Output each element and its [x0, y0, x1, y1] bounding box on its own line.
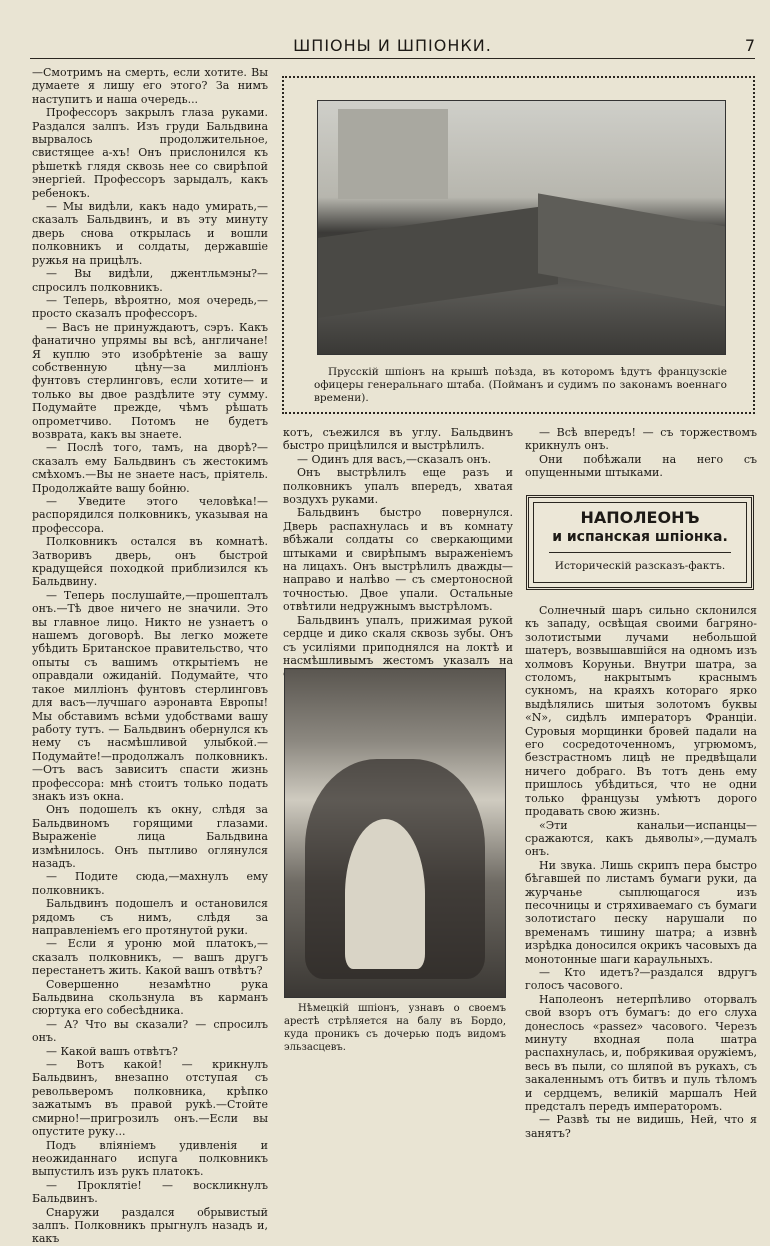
story-title-line2: и испанская шпіонка.: [552, 529, 728, 545]
paragraph: Они побѣжали на него съ опущенными штыками.: [525, 452, 757, 480]
paragraph: — Проклятіе! — воскликнулъ Бальдвинъ.: [32, 1178, 268, 1206]
paragraph: — А? Что вы сказали? — спросилъ онъ.: [32, 1017, 268, 1045]
paragraph: — Какой вашъ отвѣтъ?: [46, 1044, 178, 1058]
paragraph: Бальдвинъ быстро повернулся. Дверь распахнулась и въ комнату вбѣжали солдаты со сверкающими штыками и свирѣпымъ выраженіемъ на лицахъ. Онъ выстрѣлилъ дважды—направо и налѣво — съ смертоносной точностью. Двое упали. Остальные отвѣтили недружнымъ выстрѣломъ.: [283, 506, 513, 614]
page-header: [30, 36, 755, 59]
photo-roof-left: [318, 204, 558, 318]
box-divider: [549, 552, 731, 553]
column-left: [32, 66, 268, 1246]
paragraph: Полковникъ остался въ комнатѣ. Затворивъ дверь, онъ быстрой крадущейся походкой приблизился къ Бальдвину.: [32, 535, 268, 589]
paragraph: Онъ выстрѣлилъ еще разъ и полковникъ упалъ впередъ, хватая воздухъ руками.: [283, 466, 513, 507]
paragraph: Ни звука. Лишь скрипъ пера быстро бѣгавшей по листамъ бумаги руки, да журчанье сыплющагося изъ песочницы и стряхиваемаго съ бумаги золотистаго песку нарушали по временамъ тишину шатра; а извнѣ изрѣдка доносился окрикъ часовыхъ да монотонные шаги караульныхъ.: [525, 858, 757, 966]
paragraph: — Вотъ какой! — крикнулъ Бальдвинъ, внезапно отступая съ револьверомъ полковника, крѣпко зажатымъ въ правой рукѣ.—Стойте смирно!—пригрозилъ онъ.—Если вы опустите руку...: [32, 1058, 268, 1139]
story-subtitle: Историческій разсказъ-фактъ.: [554, 560, 726, 572]
page-number: 7: [744, 36, 755, 55]
paragraph: Подъ вліяніемъ удивленія и неожиданнаго испуга полковникъ выпустилъ изъ рукъ платокъ.: [32, 1138, 268, 1179]
paragraph: Солнечный шаръ сильно склонился къ западу, освѣщая своими багряно-золотистыми лучами небольшой шатеръ, возвышавшійся на одномъ изъ холмовъ Коруньи. Внутри шатра, за столомъ, накрытымъ краснымъ сукномъ, на краяхъ котораго ярко выдѣлялись шитыя золотомъ буквы «N», сидѣлъ императоръ Франціи. Суровыя морщинки бровей падали на его сосредоточенномъ, угрюмомъ, безстрастномъ лицѣ не предвѣщали ничего добраго. Въ тотъ день ему пришлось убѣдиться, что не одни только французы умѣютъ дорого продавать свою жизнь.: [525, 604, 757, 819]
photo-train-roof: [317, 100, 726, 355]
paragraph: Бальдвинъ упалъ, прижимая рукой сердце и дико скаля сквозь зубы. Онъ съ усиліями приподнялся на локтѣ и насмѣшливымъ жестомъ указалъ на: [283, 613, 513, 667]
column-right-story: [525, 604, 757, 1140]
photo-roof-right: [538, 193, 726, 308]
paragraph: Наполеонъ нетерпѣливо оторвалъ свой взоръ отъ бумагъ: до его слуха донеслось «passez» часового. Черезъ минуту входная пола шатра распахнулась, и, побрякивая оружіемъ, весь въ пыли, со шляпой въ рукахъ, съ закаленнымъ отъ битвъ и пуль тѣломъ и сердцемъ, великій маршалъ Ней предсталъ передъ императоромъ.: [525, 992, 757, 1114]
paragraph: — Развѣ ты не видишь, Ней, что я занятъ?: [525, 1113, 757, 1140]
paragraph: — Васъ не принуждаютъ, сэръ. Какъ фанатично упрямы вы всѣ, англичане! Я куплю это изобрѣтеніе за вашу собственную цѣну—за милліонъ фунтовъ стерлинговъ, если хотите— и только вы двое раздѣлите эту сумму. Подумайте прежде, чѣмъ рѣшать опрометчиво. Потомъ не будетъ возврата, какъ вы знаете.: [32, 320, 268, 441]
column-middle: [283, 426, 513, 681]
figure-ball-scene: [284, 668, 506, 998]
illustration-dress: [345, 819, 425, 969]
column-right-top: [525, 426, 757, 480]
paragraph: — Теперь, вѣроятно, моя очередь,— просто сказалъ профессоръ.: [32, 293, 268, 321]
paragraph: Снаружи раздался обрывистый залпъ. Полковникъ прыгнулъ назадъ и, какъ: [32, 1205, 268, 1246]
figure-caption: Прусскій шпіонъ на крышѣ поѣзда, въ которомъ ѣдутъ французскіе офицеры генеральнаго штаба. (Пойманъ и судимъ по законамъ военнаго времени).: [314, 366, 727, 404]
paragraph: — Подите сюда,—махнулъ ему полковникъ.: [32, 870, 268, 897]
figure-train-spy: [282, 76, 755, 414]
paragraph: «Эти канальи—испанцы—сражаются, какъ дьяволы»,—думалъ онъ.: [525, 818, 757, 859]
paragraph: Онъ подошелъ къ окну, слѣдя за Бальдвиномъ горящими глазами. Выраженіе лица Бальдвина измѣнилось. Онъ пытливо оглянулся назадъ.: [32, 803, 268, 870]
figure-caption: Нѣмецкій шпіонъ, узнавъ о своемъ арестѣ стрѣляется на балу въ Бордо, куда проникъ съ дочерью подъ видомъ эльзасцевъ.: [284, 1003, 506, 1053]
paragraph: — Теперь послушайте,—прошепталъ онъ.—Тѣ двое ничего не значили. Это вы главное лицо. Никто не узнаетъ о нашемъ договорѣ. Вы легко можете убѣдить Британское правительство, что опыты съ вашимъ открытіемъ не оправдали ожиданій. Подумайте, что такое милліонъ фунтовъ стерлинговъ для васъ—лучшаго аэронавта Европы! Мы обставимъ всѣми удобствами вашу работу тутъ. — Бальдвинъ обернулся къ нему съ насмѣшливой улыбкой.—Подумайте!—продолжалъ полковникъ.—Отъ васъ зависитъ спасти жизнь профессора: мнѣ стоитъ только подать знакъ изъ окна.: [32, 588, 268, 803]
paragraph: Бальдвинъ подошелъ и остановился рядомъ съ нимъ, слѣдя за направленіемъ его протянутой руки.: [32, 897, 268, 937]
story-title-box: [526, 495, 754, 590]
paragraph: — Вы видѣли, джентльмэны?—спросилъ полковникъ.: [32, 267, 268, 294]
story-title: НАПОЛЕОНЪ: [580, 508, 700, 527]
paragraph: Профессоръ закрылъ глаза руками. Раздался залпъ. Изъ груди Бальдвина вырвалось продолжительное, свистящее а-хъ! Онъ прислонился къ рѣшеткѣ глядя сквозь нее со свирѣпой энергіей. Профессоръ зарыдалъ, какъ ребенокъ.: [32, 106, 268, 200]
paragraph: котъ, съежился въ углу. Бальдвинъ быстро прицѣлился и выстрѣлилъ.: [283, 426, 513, 453]
paragraph: — Кто идетъ?—раздался вдругъ голосъ часового.: [525, 965, 757, 993]
paragraph: —Смотримъ на смерть, если хотите. Вы думаете я лишу его этого? За нимъ наступитъ и наша очередь...: [32, 66, 268, 106]
paragraph: Совершенно незамѣтно рука Бальдвина скользнула въ карманъ сюртука его собесѣдника.: [32, 977, 268, 1018]
paragraph: — Послѣ того, тамъ, на дворѣ?— сказалъ ему Бальдвинъ съ жестокимъ смѣхомъ.—Вы не знаете насъ, пріятель. Продолжайте вашу бойню.: [32, 441, 268, 495]
running-title: ШПIОНЫ И ШПIОНКИ.: [293, 36, 492, 55]
paragraph: — Уведите этого человѣка!—распорядился полковникъ, указывая на профессора.: [32, 495, 268, 535]
paragraph: — Если я уроню мой платокъ,—сказалъ полковникъ, — вашъ другъ перестанетъ жить. Какой вашъ отвѣтъ?: [32, 937, 268, 978]
paragraph: — Всѣ впередъ! — съ торжествомъ крикнулъ онъ.: [525, 426, 757, 453]
paragraph: — Мы видѣли, какъ надо умирать,— сказалъ Бальдвинъ, и въ эту минуту дверь снова открылась и вошли полковникъ и солдаты, державшіе ружья на прицѣлъ.: [32, 200, 268, 267]
paragraph: — Одинъ для васъ,—сказалъ онъ.: [297, 452, 492, 466]
photo-building: [338, 109, 448, 199]
